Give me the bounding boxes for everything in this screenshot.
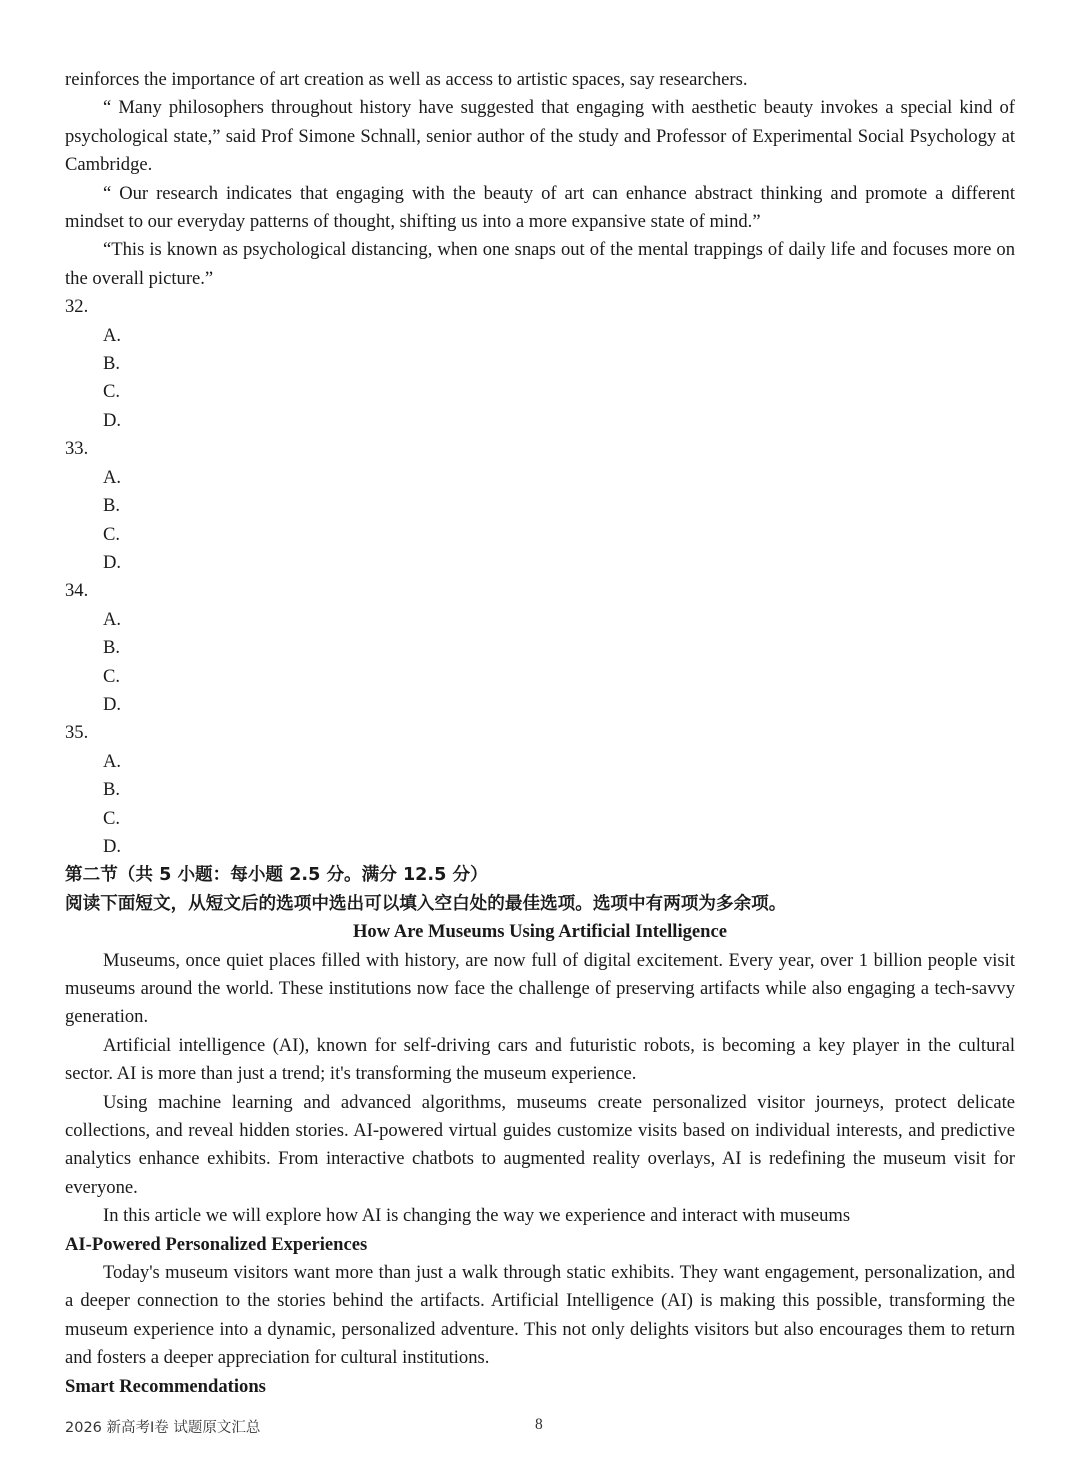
option-d: D.: [103, 551, 122, 573]
passage-quote-2: “ Our research indicates that engaging with the beauty of art can enhance abstract thinking and promote a different mindset to our everyday patterns of thought, shifting us into a more expansive state of mind.”: [65, 182, 1015, 233]
option-a: A.: [103, 466, 122, 488]
option-d: D.: [103, 835, 122, 857]
article-title: How Are Museums Using Artificial Intelligence: [352, 921, 728, 943]
option-c: C.: [103, 665, 121, 687]
article-paragraph-4: In this article we will explore how AI is changing the way we experience and interact with museums: [103, 1205, 851, 1227]
question-34: [65, 577, 1015, 719]
option-a: A.: [103, 750, 122, 772]
footer-label: 2026 新高考Ⅰ卷 试题原文汇总: [65, 1420, 261, 1436]
article-paragraph-3: Using machine learning and advanced algorithms, museums create personalized visitor journeys, protect delicate collections, and reveal hidden stories. AI-powered virtual guides customize visits based on individual interests, and predictive analytics enhance exhibits. From interactive chatbots to augmented reality overlays, AI is redefining the museum visit for everyone.: [65, 1091, 1015, 1198]
option-c: C.: [103, 807, 121, 829]
passage-line: reinforces the importance of art creation as well as access to artistic spaces, say researchers.: [65, 69, 748, 90]
option-c: C.: [103, 523, 121, 545]
option-a: A.: [103, 324, 122, 346]
page-footer: [65, 1416, 1015, 1440]
page-number: 8: [535, 1416, 543, 1433]
article-paragraph-1: Museums, once quiet places filled with history, are now full of digital excitement. Every year, over 1 billion people visit museums around the world. These institutions now face the challenge of preserving artifacts while also engaging a tech-savvy generation.: [65, 949, 1015, 1028]
question-number: 34.: [65, 580, 89, 602]
question-32: [65, 293, 1015, 435]
question-33: [65, 435, 1015, 577]
option-b: B.: [103, 495, 121, 517]
option-c: C.: [103, 381, 121, 403]
article-paragraph-5: Today's museum visitors want more than just a walk through static exhibits. They want engagement, personalization, and a deeper connection to the stories behind the artifacts. Artificial Intelligence (AI) is making this possible, transforming the museum experience into a dynamic, personalized adventure. This not only delights visitors but also encourages them to return and fosters a deeper appreciation for cultural institutions.: [65, 1262, 1015, 1369]
question-number: 33.: [65, 438, 89, 460]
section-instruction: 阅读下面短文，从短文后的选项中选出可以填入空白处的最佳选项。选项中有两项为多余项。: [65, 893, 787, 914]
option-d: D.: [103, 693, 122, 715]
option-b: B.: [103, 353, 121, 375]
option-b: B.: [103, 779, 121, 801]
passage-quote-1: “ Many philosophers throughout history have suggested that engaging with aesthetic beauty invokes a special kind of psychological state,” said Prof Simone Schnall, senior author of the study and Professor of Experimental Social Psychology at Cambridge.: [65, 97, 1015, 176]
article-subheading-2: Smart Recommendations: [65, 1375, 266, 1397]
question-number: 35.: [65, 722, 89, 744]
section-header: 第二节（共 5 小题：每小题 2.5 分。满分 12.5 分）: [65, 865, 488, 886]
document-page: [65, 66, 1015, 1401]
option-d: D.: [103, 409, 122, 431]
question-number: 32.: [65, 296, 89, 318]
option-a: A.: [103, 608, 122, 630]
option-b: B.: [103, 637, 121, 659]
article-subheading-1: AI-Powered Personalized Experiences: [65, 1233, 368, 1255]
question-35: [65, 719, 1015, 861]
article-paragraph-2: Artificial intelligence (AI), known for self-driving cars and futuristic robots, is becoming a key player in the cultural sector. AI is more than just a trend; it's transforming the museum experience.: [65, 1034, 1015, 1085]
passage-quote-3: “This is known as psychological distancing, when one snaps out of the mental trappings of daily life and focuses more on the overall picture.”: [65, 239, 1015, 289]
